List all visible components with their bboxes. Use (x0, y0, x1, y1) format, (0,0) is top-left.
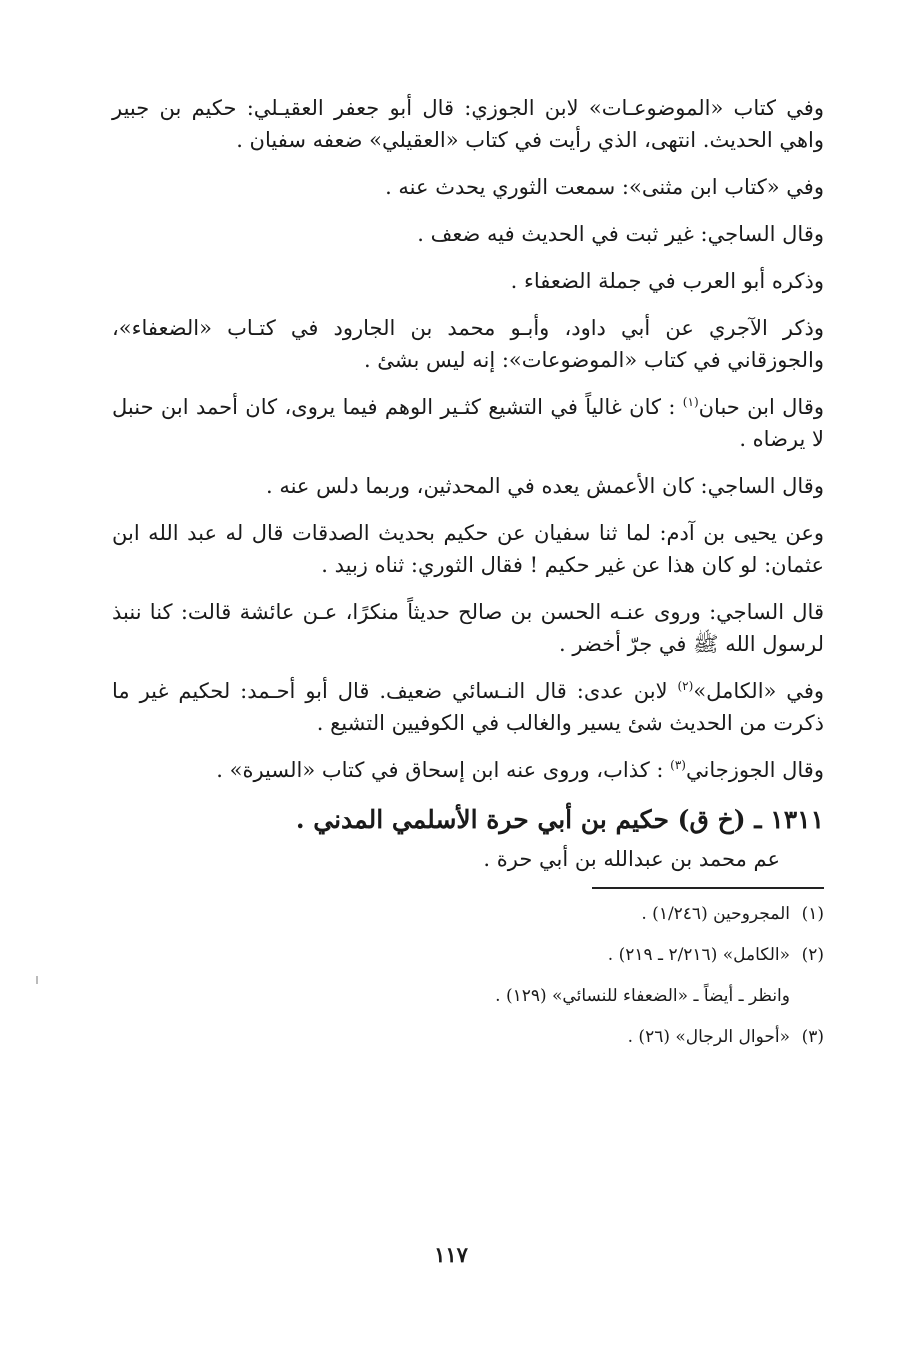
paragraph-kamil (112, 675, 824, 739)
footnote-ref-2: (٢) (677, 679, 694, 693)
footnote-3-number: (٣) (801, 1027, 824, 1047)
juzjani-text: : كذاب، وروى عنه ابن إسحاق في كتاب «السيرة» . (216, 758, 671, 782)
page-body (112, 92, 824, 1065)
paragraph-ibn-muthanna: وفي «كتاب ابن مثنى»: سمعت الثوري يحدث عنه . (385, 175, 824, 199)
paragraph-abu-al-arab: وذكره أبو العرب في جملة الضعفاء . (510, 269, 824, 293)
entry-subline: عم محمد بن عبدالله بن أبي حرة . (483, 847, 780, 871)
footnote-ref-1: (١) (682, 395, 699, 409)
footnote-1 (112, 901, 824, 927)
footnote-ref-3: (٣) (670, 758, 686, 772)
paragraph-juzjani (112, 754, 824, 786)
juzjani-lead: وقال الجوزجاني (685, 758, 824, 782)
ibn-hibban-lead: وقال ابن حبان (698, 395, 824, 419)
paragraph-saji-1: وقال الساجي: غير ثبت في الحديث فيه ضعف . (417, 222, 824, 246)
footnote-2-text: «الكامل» (٢/٢١٦ ـ ٢١٩) . (607, 945, 790, 965)
scan-edge-mark (36, 976, 38, 984)
footnote-1-number: (١) (801, 904, 824, 924)
kamil-text: لابن عدى: قال النـسائي ضعيف. قال أبو أحـمد: لحكيم غير ما ذكرت من الحديث شئ يسير والغالب في الكوفيين التشيع . (112, 679, 824, 735)
footnote-2-number: (٢) (801, 945, 824, 965)
footnote-3-text: «أحوال الرجال» (٢٦) . (627, 1027, 790, 1047)
footnote-divider (592, 887, 824, 889)
ibn-hibban-text: : كان غالياً في التشيع كثـير الوهم فيما يروى، كان أحمد ابن حنبل لا يرضاه . (112, 395, 824, 451)
paragraph-mawduat: وفي كتاب «الموضوعـات» لابن الجوزي: قال أبو جعفر العقيـلي: حكيم بن جبير واهي الحديث. انتهى، الذي رأيت في كتاب «العقيلي» ضعفه سفيان . (112, 96, 824, 152)
paragraph-ibn-hibban (112, 391, 824, 455)
kamil-lead: وفي «الكامل» (693, 679, 824, 703)
entry-heading: ١٣١١ ـ (خ ق) حكيم بن أبي حرة الأسلمي المدني . (295, 805, 824, 834)
paragraph-saji-2: وقال الساجي: كان الأعمش يعده في المحدثين، وربما دلس عنه . (265, 474, 824, 498)
page-number: ١١٧ (434, 1242, 468, 1267)
paragraph-saji-3: قال الساجي: وروى عنـه الحسن بن صالح حديثاً منكرًا، عـن عائشة قالت: كنا ننبذ لرسول الله ﷺ في جرّ أخضر . (112, 600, 824, 656)
paragraph-yahya-ibn-adam: وعن يحيى بن آدم: لما ثنا سفيان عن حكيم بحديث الصدقات قال له عبد الله ابن عثمان: لو كان هذا عن غير حكيم ! فقال الثوري: ثناه زبيد . (112, 521, 824, 577)
footnote-2 (112, 942, 824, 968)
paragraph-ajurri: وذكر الآجري عن أبي داود، وأبـو محمد بن الجارود في كتـاب «الضعفاء»، والجوزقاني في كتاب «الموضوعات»: إنه ليس بشئ . (112, 316, 824, 372)
footnote-3 (112, 1024, 824, 1050)
footnote-2-extra: وانظر ـ أيضاً ـ «الضعفاء للنسائي» (١٢٩) . (495, 986, 790, 1006)
footnote-1-text: المجروحين (١/٢٤٦) . (641, 904, 790, 924)
